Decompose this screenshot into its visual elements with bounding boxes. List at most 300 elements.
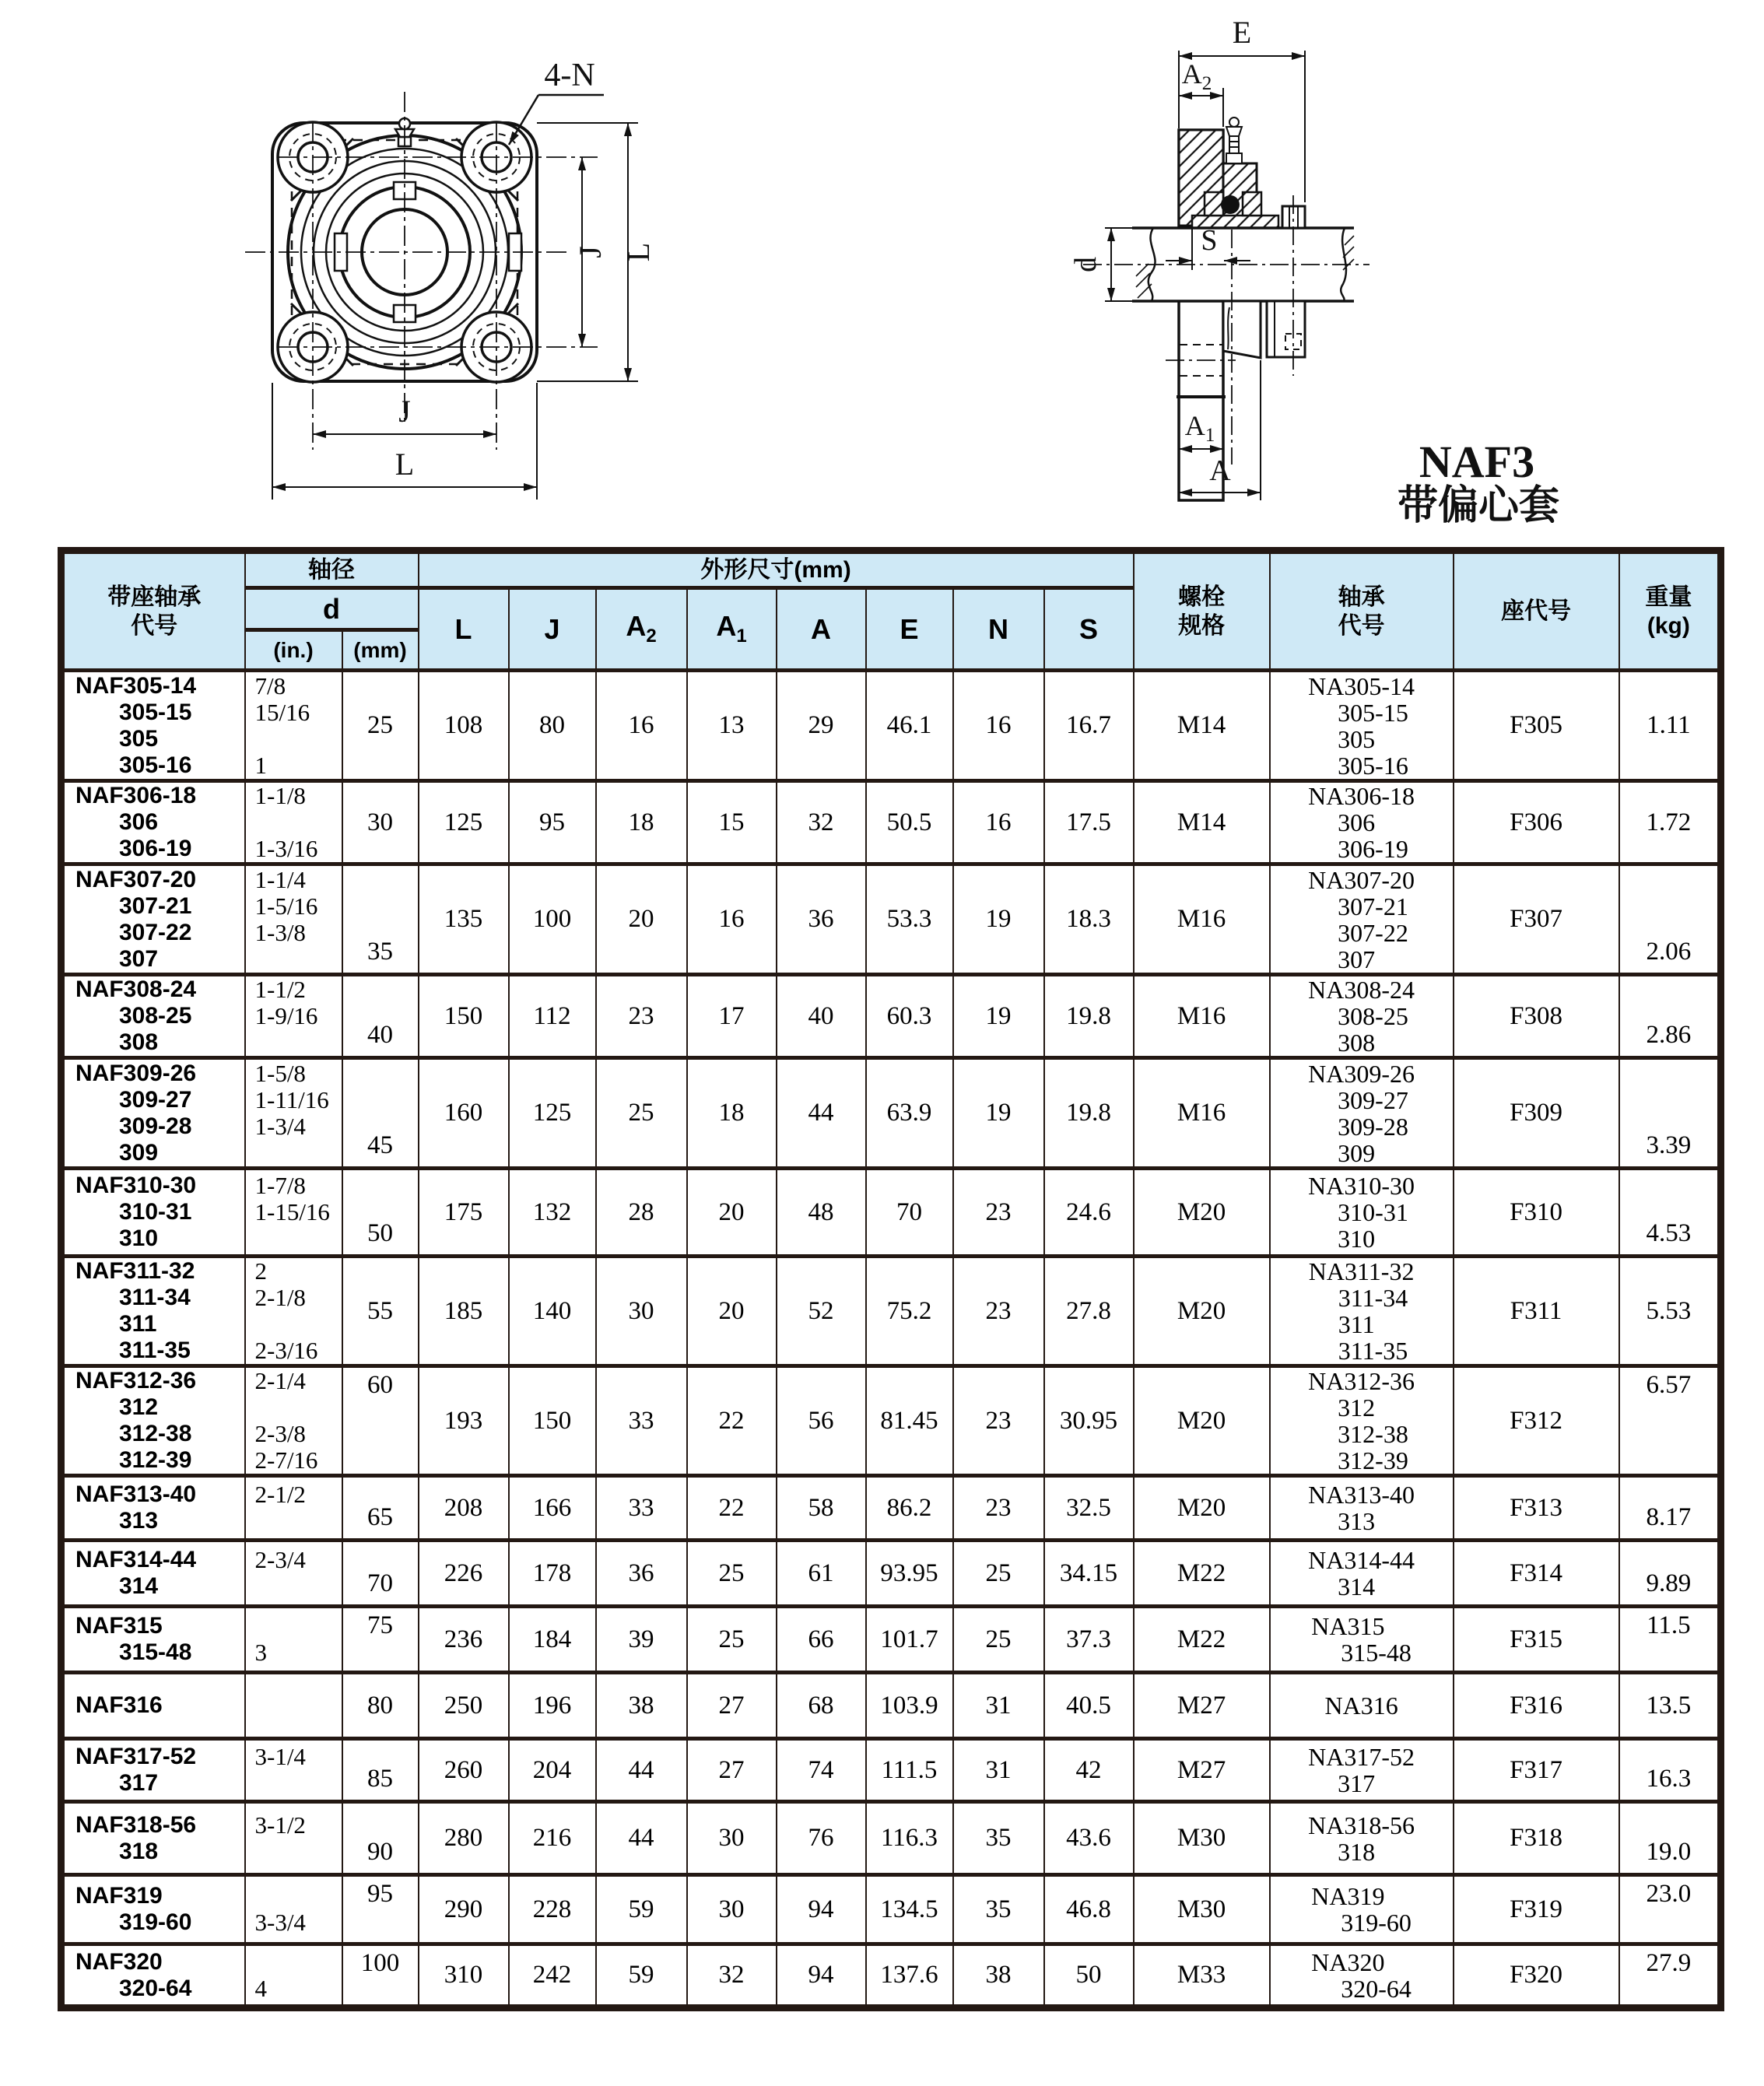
header-dim-a1: $A_1$ bbox=[687, 588, 777, 671]
table-wrapper bbox=[58, 547, 1724, 2011]
unit-code-line: NAF320 bbox=[75, 1948, 163, 1975]
table-row bbox=[61, 1802, 1721, 1875]
bearing-code-line: NA307-20 bbox=[1308, 865, 1415, 894]
housing-code-cell: F312 bbox=[1454, 1366, 1619, 1476]
inch-line bbox=[255, 1508, 342, 1534]
dim-value-cell: 25 bbox=[687, 1541, 777, 1607]
dim-value-cell: 23 bbox=[953, 1169, 1044, 1257]
bolt-spec-cell: M14 bbox=[1134, 781, 1270, 864]
inch-line: 1-11/16 bbox=[254, 1085, 329, 1113]
inch-line bbox=[255, 809, 342, 836]
table-row bbox=[61, 1541, 1721, 1607]
series-note-label: 带偏心套 bbox=[1397, 484, 1560, 528]
bearing-code-line: NA311-32 bbox=[1308, 1257, 1415, 1285]
dim-value-cell: 242 bbox=[509, 1944, 596, 2008]
table-row bbox=[61, 1058, 1721, 1169]
inch-line bbox=[255, 1770, 342, 1797]
front-view-drawing bbox=[93, 23, 763, 521]
dim-value-cell: 30 bbox=[596, 1257, 687, 1366]
inch-line: 1-1/2 bbox=[254, 976, 306, 1003]
bearing-code-line: NA312-36 bbox=[1308, 1367, 1415, 1395]
housing-code-cell: F307 bbox=[1454, 864, 1619, 975]
dim-value-cell: 94 bbox=[777, 1875, 866, 1944]
bearing-code-block bbox=[1308, 1368, 1415, 1474]
dim-value-cell: 185 bbox=[419, 1257, 509, 1366]
dim-j-side-label: J bbox=[573, 246, 608, 258]
shaft-dia-mm-cell: 100 bbox=[342, 1944, 419, 2008]
bearing-code-cell bbox=[1270, 1541, 1454, 1607]
bearing-code-line: NA317-52 bbox=[1308, 1743, 1415, 1771]
bearing-code-line: NA313-40 bbox=[1308, 1481, 1415, 1509]
bearing-code-cell bbox=[1270, 1875, 1454, 1944]
unit-code-line: 307-22 bbox=[119, 919, 192, 945]
housing-code-cell: F306 bbox=[1454, 781, 1619, 864]
dim-value-cell: 44 bbox=[777, 1058, 866, 1169]
table-row bbox=[61, 975, 1721, 1058]
dim-value-cell: 17.5 bbox=[1044, 781, 1134, 864]
dim-value-cell: 30.95 bbox=[1044, 1366, 1134, 1476]
dim-value-cell: 216 bbox=[509, 1802, 596, 1875]
unit-code-line: NAF307-20 bbox=[75, 866, 197, 892]
inch-line: 1-3/4 bbox=[254, 1112, 306, 1140]
bearing-code-line: 311 bbox=[1338, 1310, 1375, 1338]
dim-value-cell: 160 bbox=[419, 1058, 509, 1169]
bearing-code-cell bbox=[1270, 1169, 1454, 1257]
shaft-dia-inch-cell bbox=[245, 1476, 342, 1541]
unit-code-line: NAF319 bbox=[75, 1883, 163, 1909]
header-dim-a2: $A_2$ bbox=[596, 588, 687, 671]
bearing-code-line: 312-38 bbox=[1338, 1420, 1408, 1448]
dim-value-cell: 29 bbox=[777, 671, 866, 781]
dim-value-cell: 20 bbox=[687, 1257, 777, 1366]
header-inch: (in.) bbox=[245, 630, 342, 671]
dim-value-cell: 33 bbox=[596, 1366, 687, 1476]
shaft-dia-inch-cell bbox=[245, 1366, 342, 1476]
inch-line bbox=[255, 1311, 342, 1337]
dim-value-cell: 13 bbox=[687, 671, 777, 781]
header-dims-group: 外形尺寸(mm) bbox=[419, 551, 1134, 588]
bolt-spec-cell: M27 bbox=[1134, 1673, 1270, 1739]
dim-value-cell: 204 bbox=[509, 1739, 596, 1802]
table-row bbox=[61, 671, 1721, 781]
housing-code-cell: F310 bbox=[1454, 1169, 1619, 1257]
bearing-code-line: 307-22 bbox=[1338, 918, 1408, 947]
table-row bbox=[61, 1476, 1721, 1541]
weight-cell: 9.89 bbox=[1619, 1541, 1721, 1607]
shaft-dia-mm-cell: 35 bbox=[342, 864, 419, 975]
dim-l-side-label: L bbox=[621, 242, 656, 262]
dim-value-cell: 48 bbox=[777, 1169, 866, 1257]
housing-code-cell: F316 bbox=[1454, 1673, 1619, 1739]
unit-code-line: NAF311-32 bbox=[75, 1258, 195, 1284]
shaft-dia-inch-cell bbox=[245, 781, 342, 864]
dim-value-cell: 22 bbox=[687, 1476, 777, 1541]
dim-value-cell: 184 bbox=[509, 1607, 596, 1673]
header-dim-l: L bbox=[419, 588, 509, 671]
inch-line: 7/8 bbox=[254, 671, 286, 699]
unit-code-line: 315-48 bbox=[119, 1639, 192, 1665]
bolt-spec-cell: M16 bbox=[1134, 864, 1270, 975]
inch-line: 1 bbox=[254, 751, 267, 779]
unit-code-line: 317 bbox=[119, 1770, 159, 1796]
dim-value-cell: 59 bbox=[596, 1875, 687, 1944]
dim-value-cell: 27.8 bbox=[1044, 1257, 1134, 1366]
dim-value-cell: 76 bbox=[777, 1802, 866, 1875]
unit-code-line: NAF316 bbox=[75, 1692, 163, 1718]
unit-code-line: 318 bbox=[119, 1838, 159, 1864]
dim-value-cell: 33 bbox=[596, 1476, 687, 1541]
bearing-code-line: 319-60 bbox=[1341, 1909, 1412, 1937]
bearing-code-block bbox=[1308, 1744, 1415, 1797]
shaft-dia-inch-cell bbox=[245, 671, 342, 781]
unit-code-cell bbox=[61, 1802, 245, 1875]
unit-code-cell bbox=[61, 1058, 245, 1169]
inch-line bbox=[255, 1692, 342, 1719]
dim-value-cell: 111.5 bbox=[866, 1739, 953, 1802]
table-row bbox=[61, 1944, 1721, 2008]
unit-code-line: 308-25 bbox=[119, 1003, 192, 1029]
dim-value-cell: 50.5 bbox=[866, 781, 953, 864]
housing-code-cell: F308 bbox=[1454, 975, 1619, 1058]
shaft-dia-mm-cell: 90 bbox=[342, 1802, 419, 1875]
dim-value-cell: 290 bbox=[419, 1875, 509, 1944]
header-bolt-spec: 螺栓 规格 bbox=[1134, 551, 1270, 671]
dim-value-cell: 116.3 bbox=[866, 1802, 953, 1875]
dim-value-cell: 103.9 bbox=[866, 1673, 953, 1739]
dim-value-cell: 27 bbox=[687, 1739, 777, 1802]
dim-value-cell: 228 bbox=[509, 1875, 596, 1944]
bearing-code-line: 309-28 bbox=[1338, 1112, 1408, 1141]
unit-code-line: 311-34 bbox=[119, 1285, 191, 1310]
shaft-dia-inch-cell bbox=[245, 1875, 342, 1944]
unit-code-line: 306 bbox=[119, 809, 159, 835]
dim-value-cell: 24.6 bbox=[1044, 1169, 1134, 1257]
shaft-dia-mm-cell: 60 bbox=[342, 1366, 419, 1476]
inch-line: 3-3/4 bbox=[254, 1909, 306, 1936]
dim-value-cell: 25 bbox=[687, 1607, 777, 1673]
inch-line bbox=[255, 726, 342, 752]
bearing-code-line: 306-19 bbox=[1338, 835, 1408, 863]
inch-line: 1-5/16 bbox=[254, 892, 318, 920]
housing-code-cell: F305 bbox=[1454, 671, 1619, 781]
dim-value-cell: 95 bbox=[509, 781, 596, 864]
dim-value-cell: 260 bbox=[419, 1739, 509, 1802]
bearing-code-line: 309-27 bbox=[1338, 1085, 1408, 1114]
inch-line: 2-3/4 bbox=[254, 1546, 306, 1573]
bolt-spec-cell: M16 bbox=[1134, 975, 1270, 1058]
dim-value-cell: 31 bbox=[953, 1739, 1044, 1802]
dim-value-cell: 18.3 bbox=[1044, 864, 1134, 975]
header-d: d bbox=[245, 588, 419, 630]
unit-code-cell bbox=[61, 1673, 245, 1739]
dim-value-cell: 39 bbox=[596, 1607, 687, 1673]
unit-code-line: 313 bbox=[119, 1508, 159, 1534]
table-row bbox=[61, 1875, 1721, 1944]
unit-code-line: 312-38 bbox=[119, 1421, 192, 1446]
weight-cell: 1.72 bbox=[1619, 781, 1721, 864]
bearing-code-cell bbox=[1270, 1058, 1454, 1169]
unit-code-line: 305-15 bbox=[119, 699, 192, 725]
shaft-dia-mm-cell: 80 bbox=[342, 1673, 419, 1739]
dim-value-cell: 93.95 bbox=[866, 1541, 953, 1607]
inch-line: 3-1/2 bbox=[254, 1811, 306, 1839]
bearing-code-line: 310-31 bbox=[1338, 1198, 1408, 1226]
housing-code-cell: F317 bbox=[1454, 1739, 1619, 1802]
dim-value-cell: 31 bbox=[953, 1673, 1044, 1739]
bearing-code-line: 318 bbox=[1338, 1837, 1376, 1866]
unit-code-line: 312-39 bbox=[119, 1447, 192, 1473]
shaft-dia-mm-cell: 25 bbox=[342, 671, 419, 781]
bearing-code-line: 306 bbox=[1338, 808, 1376, 836]
bolt-spec-cell: M22 bbox=[1134, 1607, 1270, 1673]
inch-line: 4 bbox=[254, 1974, 267, 2002]
dim-value-cell: 15 bbox=[687, 781, 777, 864]
shaft-dia-mm-cell: 65 bbox=[342, 1476, 419, 1541]
header-dim-e: E bbox=[866, 588, 953, 671]
dim-value-cell: 42 bbox=[1044, 1739, 1134, 1802]
inch-line bbox=[255, 1839, 342, 1865]
shaft-dia-mm-cell: 70 bbox=[342, 1541, 419, 1607]
shaft-dia-mm-cell: 50 bbox=[342, 1169, 419, 1257]
header-mm: (mm) bbox=[342, 630, 419, 671]
dim-value-cell: 25 bbox=[596, 1058, 687, 1169]
unit-code-line: NAF305-14 bbox=[75, 672, 197, 699]
dim-value-cell: 27 bbox=[687, 1673, 777, 1739]
unit-code-line: 310 bbox=[119, 1225, 159, 1251]
dim-value-cell: 236 bbox=[419, 1607, 509, 1673]
bolt-spec-cell: M20 bbox=[1134, 1257, 1270, 1366]
dim-value-cell: 32 bbox=[687, 1944, 777, 2008]
dim-value-cell: 37.3 bbox=[1044, 1607, 1134, 1673]
dim-value-cell: 19 bbox=[953, 975, 1044, 1058]
dim-value-cell: 23 bbox=[953, 1257, 1044, 1366]
header-bearing-code: 轴承 代号 bbox=[1270, 551, 1454, 671]
bearing-code-cell bbox=[1270, 671, 1454, 781]
dim-value-cell: 137.6 bbox=[866, 1944, 953, 2008]
unit-code-cell bbox=[61, 975, 245, 1058]
unit-code-cell bbox=[61, 1739, 245, 1802]
unit-code-line: 309-27 bbox=[119, 1086, 192, 1113]
bearing-code-cell bbox=[1270, 1944, 1454, 2008]
dim-value-cell: 175 bbox=[419, 1169, 509, 1257]
housing-code-cell: F318 bbox=[1454, 1802, 1619, 1875]
housing-code-cell: F311 bbox=[1454, 1257, 1619, 1366]
header-dim-j: J bbox=[509, 588, 596, 671]
weight-cell: 19.0 bbox=[1619, 1802, 1721, 1875]
dim-e-label: E bbox=[1232, 15, 1252, 50]
dim-value-cell: 52 bbox=[777, 1257, 866, 1366]
header-dim-n: N bbox=[953, 588, 1044, 671]
bearing-code-block bbox=[1308, 1061, 1415, 1166]
dim-value-cell: 19.8 bbox=[1044, 1058, 1134, 1169]
unit-code-cell bbox=[61, 1169, 245, 1257]
bearing-code-line: 312 bbox=[1338, 1394, 1376, 1422]
bearing-code-line: 305-16 bbox=[1338, 751, 1408, 780]
dim-value-cell: 44 bbox=[596, 1802, 687, 1875]
dim-d-label: d bbox=[1068, 257, 1103, 272]
bearing-code-line: 310 bbox=[1338, 1225, 1376, 1253]
unit-code-line: 312 bbox=[119, 1394, 159, 1420]
dim-value-cell: 125 bbox=[509, 1058, 596, 1169]
unit-code-line: NAF315 bbox=[75, 1613, 163, 1639]
bearing-code-cell bbox=[1270, 975, 1454, 1058]
dim-a1-label: $A_1$ bbox=[1184, 410, 1215, 446]
bearing-spec-table bbox=[58, 547, 1724, 2011]
bolt-spec-cell: M14 bbox=[1134, 671, 1270, 781]
bearing-code-line: NA319 bbox=[1311, 1882, 1385, 1910]
dim-value-cell: 28 bbox=[596, 1169, 687, 1257]
shaft-dia-mm-cell: 95 bbox=[342, 1875, 419, 1944]
bolt-spec-cell: M33 bbox=[1134, 1944, 1270, 2008]
bearing-code-line: NA310-30 bbox=[1308, 1172, 1415, 1200]
table-row bbox=[61, 1366, 1721, 1476]
table-row bbox=[61, 1673, 1721, 1739]
dim-value-cell: 150 bbox=[419, 975, 509, 1058]
unit-code-line: 308 bbox=[119, 1029, 159, 1055]
shaft-dia-inch-cell bbox=[245, 1541, 342, 1607]
shaft-dia-mm-cell: 85 bbox=[342, 1739, 419, 1802]
weight-cell: 4.53 bbox=[1619, 1169, 1721, 1257]
inch-line: 2-1/8 bbox=[254, 1284, 306, 1311]
bearing-code-line: 308 bbox=[1338, 1029, 1376, 1057]
dim-value-cell: 20 bbox=[687, 1169, 777, 1257]
bearing-code-line: 307 bbox=[1338, 945, 1376, 973]
dim-value-cell: 94 bbox=[777, 1944, 866, 2008]
bearing-code-block bbox=[1308, 867, 1415, 973]
shaft-dia-inch-cell bbox=[245, 1257, 342, 1366]
bearing-code-block bbox=[1308, 1173, 1415, 1252]
series-label: NAF3 bbox=[1419, 436, 1535, 487]
bearing-code-line: 308-25 bbox=[1338, 1002, 1408, 1030]
weight-cell: 5.53 bbox=[1619, 1257, 1721, 1366]
unit-code-line: NAF314-44 bbox=[75, 1547, 197, 1572]
unit-code-line: NAF309-26 bbox=[75, 1060, 197, 1086]
grease-nipple-icon bbox=[1226, 117, 1242, 163]
dim-value-cell: 59 bbox=[596, 1944, 687, 2008]
bolt-spec-cell: M20 bbox=[1134, 1476, 1270, 1541]
dim-value-cell: 196 bbox=[509, 1673, 596, 1739]
table-header bbox=[61, 551, 1721, 671]
inch-line: 1-3/16 bbox=[254, 835, 318, 862]
dim-value-cell: 56 bbox=[777, 1366, 866, 1476]
dim-value-cell: 60.3 bbox=[866, 975, 953, 1058]
dim-value-cell: 75.2 bbox=[866, 1257, 953, 1366]
unit-code-cell bbox=[61, 1944, 245, 2008]
unit-code-line: 311-35 bbox=[119, 1337, 191, 1363]
housing-code-cell: F320 bbox=[1454, 1944, 1619, 2008]
header-weight: 重量 (kg) bbox=[1619, 551, 1721, 671]
dim-value-cell: 112 bbox=[509, 975, 596, 1058]
dim-value-cell: 310 bbox=[419, 1944, 509, 2008]
inch-line: 2-3/16 bbox=[254, 1337, 318, 1364]
weight-cell: 3.39 bbox=[1619, 1058, 1721, 1169]
dim-value-cell: 108 bbox=[419, 671, 509, 781]
header-shaft-dia: 轴径 bbox=[245, 551, 419, 588]
unit-code-line: 314 bbox=[119, 1573, 159, 1599]
unit-code-line: NAF317-52 bbox=[75, 1744, 197, 1769]
dim-value-cell: 46.1 bbox=[866, 671, 953, 781]
dim-l-bottom-label: L bbox=[395, 447, 415, 482]
inch-line: 2-1/2 bbox=[254, 1481, 306, 1508]
dim-value-cell: 46.8 bbox=[1044, 1875, 1134, 1944]
table-body bbox=[61, 671, 1721, 2008]
dim-value-cell: 58 bbox=[777, 1476, 866, 1541]
unit-code-line: NAF318-56 bbox=[75, 1811, 197, 1838]
dim-value-cell: 43.6 bbox=[1044, 1802, 1134, 1875]
dim-value-cell: 74 bbox=[777, 1739, 866, 1802]
table-row bbox=[61, 1169, 1721, 1257]
bearing-code-line: 307-21 bbox=[1338, 892, 1408, 920]
unit-code-line: NAF313-40 bbox=[75, 1481, 197, 1507]
weight-cell: 2.06 bbox=[1619, 864, 1721, 975]
dim-value-cell: 178 bbox=[509, 1541, 596, 1607]
unit-code-line: 310-31 bbox=[119, 1199, 192, 1225]
callout-4n-label: 4-N bbox=[544, 58, 595, 93]
bolt-spec-cell: M20 bbox=[1134, 1366, 1270, 1476]
bearing-code-cell bbox=[1270, 1607, 1454, 1673]
table-row bbox=[61, 781, 1721, 864]
dim-value-cell: 40 bbox=[777, 975, 866, 1058]
dim-value-cell: 80 bbox=[509, 671, 596, 781]
dim-value-cell: 150 bbox=[509, 1366, 596, 1476]
bearing-code-block bbox=[1311, 1883, 1412, 1936]
bearing-code-line: 311-34 bbox=[1338, 1284, 1408, 1312]
inch-line bbox=[255, 1225, 342, 1252]
dim-value-cell: 25 bbox=[953, 1607, 1044, 1673]
table-row bbox=[61, 1257, 1721, 1366]
dim-value-cell: 16 bbox=[953, 781, 1044, 864]
inch-line: 2-7/16 bbox=[254, 1446, 318, 1474]
bearing-code-block bbox=[1308, 976, 1415, 1056]
inch-line: 1-3/8 bbox=[254, 918, 306, 946]
dim-value-cell: 34.15 bbox=[1044, 1541, 1134, 1607]
unit-code-cell bbox=[61, 671, 245, 781]
weight-cell: 23.0 bbox=[1619, 1875, 1721, 1944]
bearing-code-line: 315-48 bbox=[1341, 1639, 1412, 1667]
dim-value-cell: 19 bbox=[953, 864, 1044, 975]
bearing-code-line: NA305-14 bbox=[1308, 671, 1415, 700]
inch-line: 1-1/4 bbox=[254, 865, 306, 893]
unit-code-line: 311 bbox=[119, 1311, 157, 1337]
unit-code-cell bbox=[61, 1476, 245, 1541]
dim-a2-label: $A_2$ bbox=[1181, 58, 1212, 94]
dim-value-cell: 30 bbox=[687, 1802, 777, 1875]
bearing-code-line: NA314-44 bbox=[1308, 1546, 1415, 1574]
bearing-code-line: 309 bbox=[1338, 1138, 1376, 1167]
dim-value-cell: 19 bbox=[953, 1058, 1044, 1169]
dim-value-cell: 140 bbox=[509, 1257, 596, 1366]
bearing-code-line: 314 bbox=[1338, 1572, 1376, 1600]
unit-code-line: 306-19 bbox=[119, 836, 192, 861]
inch-line: 1-5/8 bbox=[254, 1059, 306, 1087]
dim-value-cell: 32.5 bbox=[1044, 1476, 1134, 1541]
unit-code-cell bbox=[61, 864, 245, 975]
shaft-dia-mm-cell: 30 bbox=[342, 781, 419, 864]
dim-value-cell: 100 bbox=[509, 864, 596, 975]
bearing-code-line: 317 bbox=[1338, 1769, 1376, 1797]
inch-line: 2 bbox=[254, 1257, 267, 1285]
inch-line bbox=[255, 1140, 342, 1166]
housing-code-cell: F313 bbox=[1454, 1476, 1619, 1541]
inch-line bbox=[255, 946, 342, 973]
inch-line bbox=[255, 1883, 342, 1909]
dim-value-cell: 226 bbox=[419, 1541, 509, 1607]
shaft-dia-inch-cell bbox=[245, 864, 342, 975]
dim-value-cell: 17 bbox=[687, 975, 777, 1058]
bearing-code-line: NA315 bbox=[1311, 1612, 1385, 1640]
bolt-spec-cell: M20 bbox=[1134, 1169, 1270, 1257]
bolt-spec-cell: M16 bbox=[1134, 1058, 1270, 1169]
